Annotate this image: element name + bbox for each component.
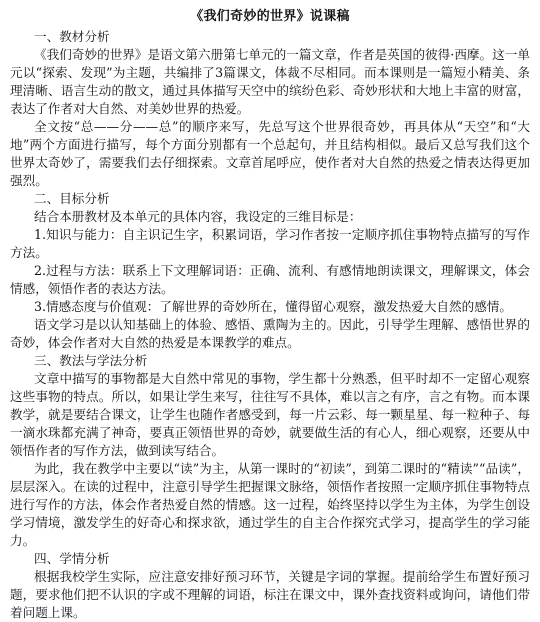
section-heading: 一、教材分析 — [34, 29, 110, 44]
paragraph: 2.过程与方法：联系上下文理解词语：正确、流利、有感情地朗读课文，理解课文，体会情感，领悟作者的表达方法。 — [10, 263, 530, 296]
section-textbook-analysis — [10, 28, 530, 190]
section-teaching-method — [10, 352, 530, 550]
paragraph: 文章中描写的事物都是大自然中常见的事物，学生都十分熟悉，但平时却不一定留心观察这些事物的特点。所以，如果让学生来写，往往写不具体，难以言之有序，言之有物。而本课教学，就是要结合课文，让学生也随作者感受到，每一片云彩、每一颗星星、每一粒种子、每一滴水珠都充满了神奇，要真正领悟世界的奇妙，就要做生活的有心人，细心观察，还要从中领悟作者的写作方法，做到读写结合。 — [10, 371, 530, 458]
document-title: 《我们奇妙的世界》说课稿 — [190, 9, 350, 24]
section-heading: 三、教法与学法分析 — [34, 353, 148, 368]
section-goal-analysis — [10, 190, 530, 352]
paragraph: 3.情感态度与价值观：了解世界的奇妙所在，懂得留心观察，激发热爱大自然的感情。 — [34, 299, 512, 314]
section-heading: 四、学情分析 — [34, 551, 110, 566]
paragraph: 语文学习是以认知基础上的体验、感悟、熏陶为主的。因此，引导学生理解、感悟世界的奇妙，体会作者对大自然的热爱是本课教学的难点。 — [10, 317, 530, 350]
paragraph: 全文按“总——分——总”的顺序来写，先总写这个世界很奇妙，再具体从“天空”和“大地”两个方面进行描写，每个方面分别都有一个总起句，并且结构相似。最后又总写我们这个世界太奇妙了，需要我们去仔细探索。文章首尾呼应，使作者对大自然的热爱之情表达得更加强烈。 — [10, 119, 530, 188]
paragraph: 为此，我在教学中主要以“读”为主，从第一课时的“初读”，到第二课时的“精读”“品读”，层层深入。在读的过程中，注意引导学生把握课文脉络，领悟作者按照一定顺序抓住事物特点进行写作的方法，体会作者热爱自然的情感。这一过程，始终坚持以学生为主体，为学生创设学习情境，激发学生的好奇心和探求欲，通过学生的自主合作探究式学习，提高学生的学习能力。 — [10, 461, 530, 548]
paragraph: 《我们奇妙的世界》是语文第六册第七单元的一篇文章，作者是英国的彼得·西摩。这一单元以“探索、发现”为主题，共编排了3篇课文，体裁不尽相同。而本课则是一篇短小精美、条理清晰、语言生动的散文，通过具体描写天空中的缤纷色彩、奇妙形状和大地上丰富的财富，表达了作者对大自然、对美妙世界的热爱。 — [10, 47, 530, 116]
paragraph: 结合本册教材及本单元的具体内容，我设定的三维目标是： — [34, 209, 362, 224]
paragraph: 1.知识与能力：自主识记生字，积累词语，学习作者按一定顺序抓住事物特点描写的写作方法。 — [10, 227, 530, 260]
section-student-analysis — [10, 550, 530, 622]
paragraph: 根据我校学生实际，应注意安排好预习环节，关键是字词的掌握。提前给学生布置好预习题，要求他们把不认识的字或不理解的词语，标注在课文中，课外查找资料或询问，请他们带着问题上课。 — [10, 569, 530, 620]
section-heading: 二、目标分析 — [34, 191, 110, 206]
